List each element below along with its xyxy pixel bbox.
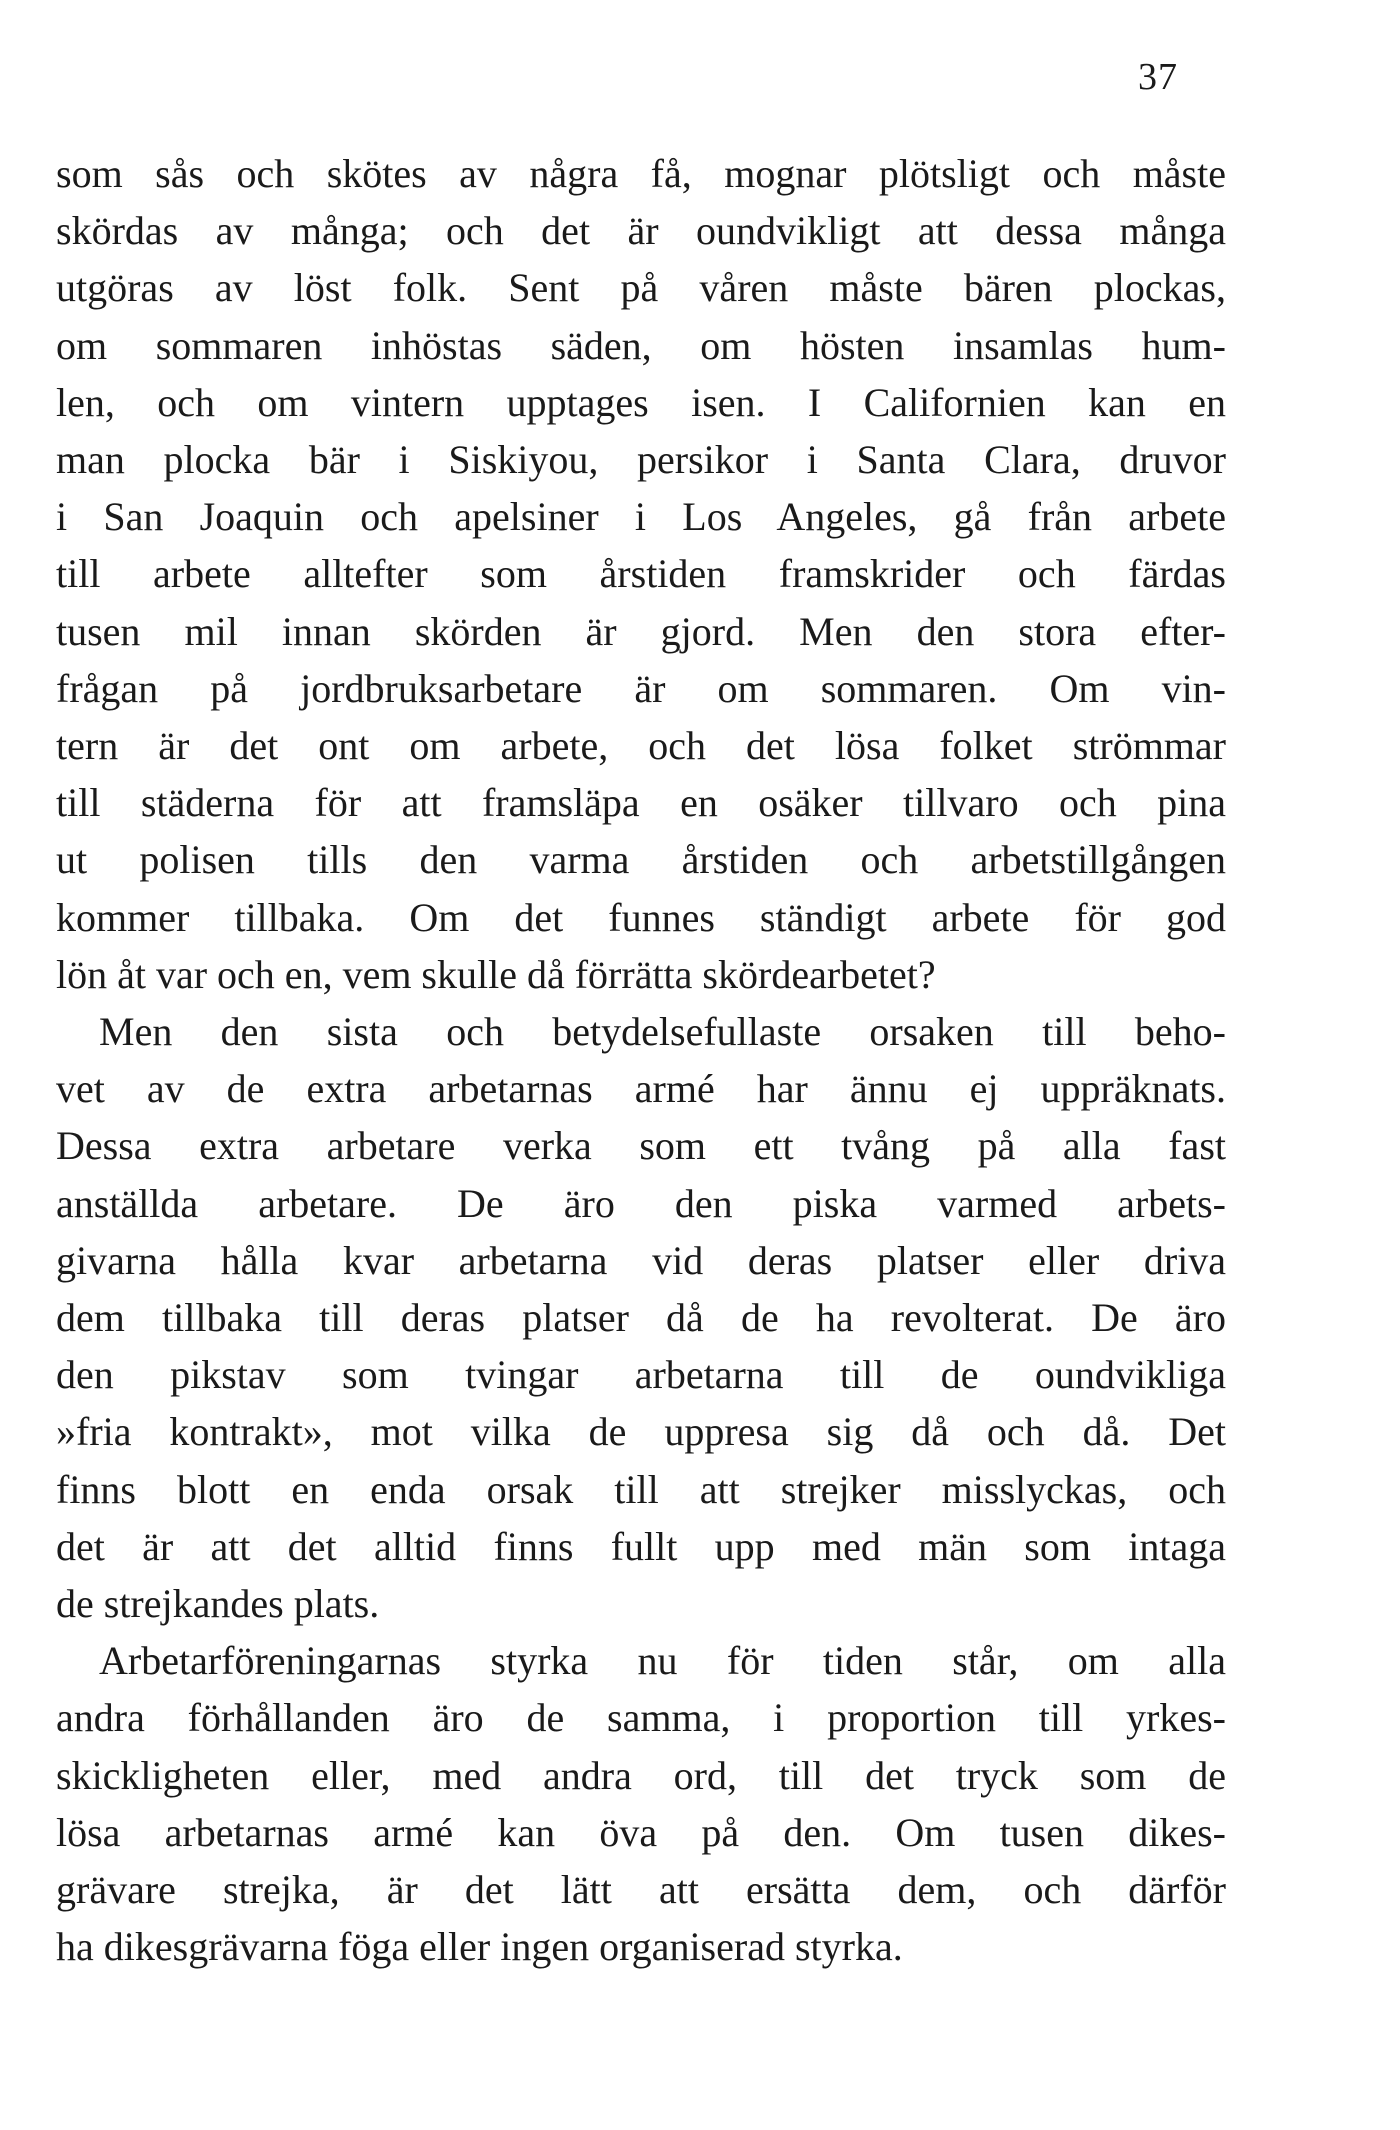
- text-line: ha dikesgrävarna föga eller ingen organiserad styrka.: [56, 1924, 903, 1970]
- text-line: grävare strejka, är det lätt att ersätta dem, och därför: [56, 1867, 1226, 1913]
- text-line: kommer tillbaka. Om det funnes ständigt arbete för god: [56, 894, 1226, 940]
- text-line: anställda arbetare. De äro den piska varmed arbets-: [56, 1180, 1226, 1226]
- text-line: man plocka bär i Siskiyou, persikor i Santa Clara, druvor: [56, 437, 1226, 483]
- text-line: lön åt var och en, vem skulle då förrätta skördearbetet?: [56, 951, 936, 997]
- text-line: det är att det alltid finns fullt upp med män som intaga: [56, 1523, 1226, 1569]
- text-line: om sommaren inhöstas säden, om hösten insamlas hum-: [56, 322, 1226, 368]
- text-line: Dessa extra arbetare verka som ett tvång på alla fast: [56, 1123, 1226, 1169]
- text-line: till städerna för att framsläpa en osäker tillvaro och pina: [56, 780, 1226, 826]
- text-line: vet av de extra arbetarnas armé har ännu ej uppräknats.: [56, 1066, 1226, 1112]
- text-line: finns blott en enda orsak till att strejker misslyckas, och: [56, 1466, 1226, 1512]
- paragraph-1: [56, 145, 1226, 1003]
- paragraph-2: [56, 1003, 1226, 1632]
- text-line: Arbetarföreningarnas styrka nu för tiden står, om alla: [99, 1638, 1226, 1684]
- text-line: skickligheten eller, med andra ord, till det tryck som de: [56, 1752, 1226, 1798]
- text-line: Men den sista och betydelsefullaste orsaken till beho-: [99, 1009, 1226, 1055]
- text-line: ut polisen tills den varma årstiden och arbetstillgången: [56, 837, 1226, 883]
- text-line: den pikstav som tvingar arbetarna till de oundvikliga: [56, 1352, 1226, 1398]
- text-line: len, och om vintern upptages isen. I Californien kan en: [56, 379, 1226, 425]
- text-line: andra förhållanden äro de samma, i proportion till yrkes-: [56, 1695, 1226, 1741]
- text-line: dem tillbaka till deras platser då de ha revolterat. De äro: [56, 1295, 1226, 1341]
- text-line: lösa arbetarnas armé kan öva på den. Om tusen dikes-: [56, 1809, 1226, 1855]
- text-line: till arbete alltefter som årstiden framskrider och färdas: [56, 551, 1226, 597]
- body-text: [56, 145, 1226, 1976]
- page-number: 37: [1138, 56, 1178, 98]
- text-line: tusen mil innan skörden är gjord. Men den stora efter-: [56, 608, 1226, 654]
- text-line: tern är det ont om arbete, och det lösa folket strömmar: [56, 723, 1226, 769]
- text-line: de strejkandes plats.: [56, 1581, 380, 1627]
- text-line: givarna hålla kvar arbetarna vid deras platser eller driva: [56, 1237, 1226, 1283]
- text-line: utgöras av löst folk. Sent på våren måste bären plockas,: [56, 265, 1226, 311]
- paragraph-3: [56, 1632, 1226, 1975]
- text-line: skördas av många; och det är oundvikligt att dessa många: [56, 208, 1226, 254]
- text-line: »fria kontrakt», mot vilka de uppresa sig då och då. Det: [56, 1409, 1226, 1455]
- text-line: frågan på jordbruksarbetare är om sommaren. Om vin-: [56, 665, 1226, 711]
- text-line: som sås och skötes av några få, mognar plötsligt och måste: [56, 151, 1226, 196]
- text-line: i San Joaquin och apelsiner i Los Angeles, gå från arbete: [56, 494, 1226, 540]
